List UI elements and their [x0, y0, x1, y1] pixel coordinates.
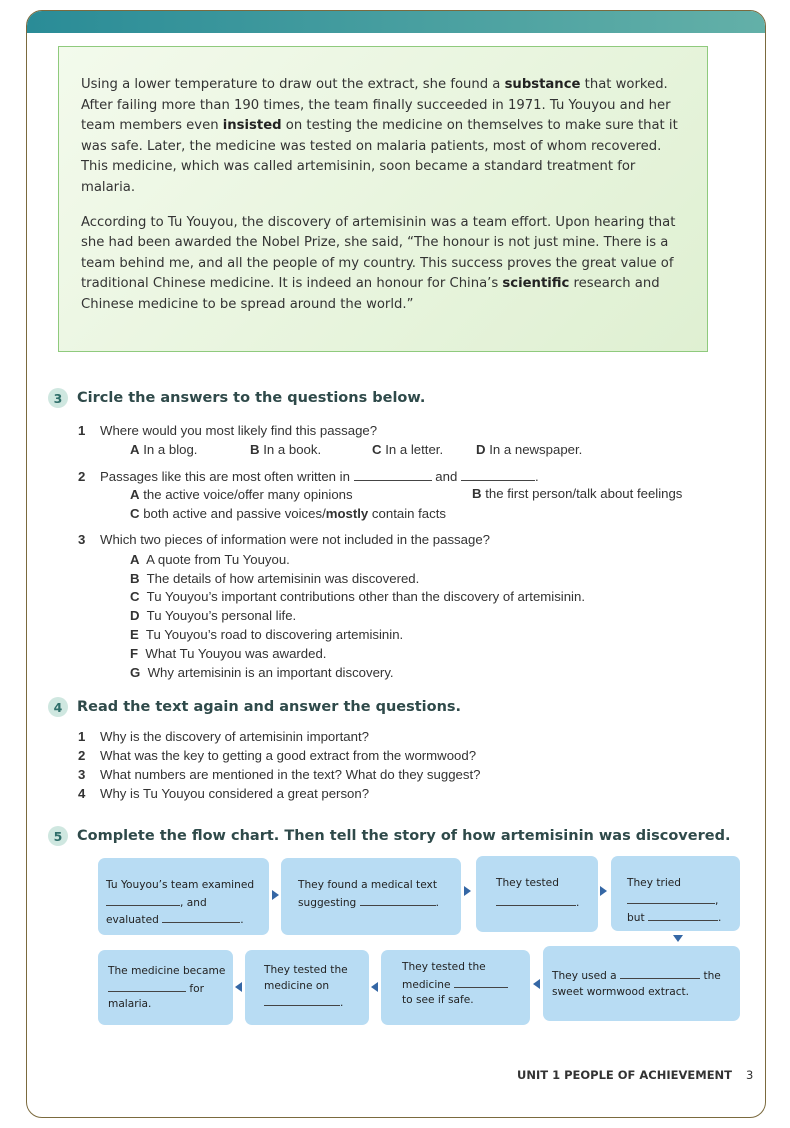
flow-box-6: They tested the medicine to see if safe. [381, 950, 530, 1025]
arrow-down-icon [673, 935, 683, 942]
answer-blank[interactable] [627, 892, 715, 904]
flow-box-7: They tested the medicine on . [245, 950, 369, 1025]
vocab-word: scientific [502, 276, 570, 292]
section-number: 4 [48, 697, 68, 717]
section-number: 3 [48, 388, 68, 408]
question-number: 1 [78, 423, 86, 438]
option-e[interactable]: E Tu Youyou’s road to discovering artemisinin. [130, 627, 404, 642]
option-d[interactable]: D Tu Youyou’s personal life. [130, 608, 297, 623]
page-number: 3 [746, 1068, 754, 1082]
arrow-left-icon [371, 982, 378, 992]
section-number: 5 [48, 826, 68, 846]
answer-blank[interactable] [648, 909, 718, 921]
passage-text: According to Tu Youyou, the discovery of artemisinin was a team effort. Upon hearing that she had been awarded the Nobel Prize, she said, “The honour is not just mine. There is a team behind me, and all the people of my country. This success proves the great value of traditional Chinese medicine. It is indeed an honour for China’s [81, 214, 676, 292]
section-4-heading [48, 697, 461, 717]
answer-blank[interactable] [360, 894, 436, 906]
answer-blank[interactable] [106, 894, 180, 906]
passage-text: Using a lower temperature to draw out the extract, she found a [81, 77, 505, 92]
flow-box-3: They tested . [476, 856, 598, 932]
flow-box-8: The medicine became for malaria. [98, 950, 233, 1025]
passage-text: research and Chinese medicine to be spread around the world.” [81, 276, 660, 312]
top-color-bar [27, 11, 765, 33]
option-c[interactable]: C Tu Youyou’s important contributions other than the discovery of artemisinin. [130, 589, 585, 604]
footer-unit-title: UNIT 1 PEOPLE OF ACHIEVEMENT [517, 1068, 733, 1082]
question-text: Which two pieces of information were not included in the passage? [100, 532, 490, 547]
arrow-left-icon [533, 979, 540, 989]
flow-box-2: They found a medical text suggesting . [281, 858, 461, 935]
option-a[interactable]: A In a blog. [130, 442, 198, 457]
answer-blank[interactable] [108, 980, 186, 992]
answer-blank[interactable] [461, 469, 535, 481]
arrow-right-icon [600, 886, 607, 896]
answer-blank[interactable] [496, 894, 576, 906]
option-b[interactable]: B The details of how artemisinin was discovered. [130, 571, 420, 586]
option-f[interactable]: F What Tu Youyou was awarded. [130, 646, 327, 661]
flow-box-5: They used a the sweet wormwood extract. [543, 946, 740, 1021]
passage-paragraph-2 [81, 213, 687, 316]
answer-blank[interactable] [354, 469, 432, 481]
answer-blank[interactable] [162, 911, 240, 923]
section-5-heading [48, 826, 730, 846]
flow-box-1: Tu Youyou’s team examined , and evaluated . [98, 858, 269, 935]
option-a[interactable]: A the active voice/offer many opinions [130, 487, 353, 502]
answer-blank[interactable] [454, 976, 508, 988]
passage-paragraph-1 [81, 75, 687, 199]
passage-text: on testing the medicine on themselves to make sure that it was safe. Later, the medicine was tested on malaria patients, most of whom recovered. This medicine, which was called artemisinin, soon became a standard treatment for malaria. [81, 118, 678, 195]
option-g[interactable]: G Why artemisinin is an important discovery. [130, 665, 394, 680]
flow-box-4: They tried , but . [611, 856, 740, 931]
answer-blank[interactable] [620, 967, 700, 979]
arrow-right-icon [464, 886, 471, 896]
option-a[interactable]: A A quote from Tu Youyou. [130, 552, 290, 567]
question-number: 2 [78, 469, 86, 484]
section-title: Complete the flow chart. Then tell the story of how artemisinin was discovered. [77, 828, 731, 844]
arrow-right-icon [272, 890, 279, 900]
vocab-word: substance [504, 77, 581, 92]
option-c[interactable]: C both active and passive voices/mostly contain facts [130, 506, 446, 521]
question-text: Where would you most likely find this passage? [100, 423, 378, 438]
section-title: Circle the answers to the questions below. [77, 390, 426, 406]
question-number: 3 [78, 532, 86, 547]
section-3-heading [48, 388, 425, 408]
option-c[interactable]: C In a letter. [372, 442, 444, 457]
answer-blank[interactable] [264, 994, 340, 1006]
option-d[interactable]: D In a newspaper. [476, 442, 583, 457]
vocab-word: insisted [222, 118, 282, 134]
option-b[interactable]: B the first person/talk about feelings [472, 486, 683, 501]
question-text: Passages like this are most often written in and . [100, 469, 539, 484]
section-title: Read the text again and answer the questions. [77, 699, 462, 715]
reading-passage [58, 46, 708, 352]
option-b[interactable]: B In a book. [250, 442, 322, 457]
arrow-left-icon [235, 982, 242, 992]
passage-text: that worked. After failing more than 190 times, the team finally succeeded in 1971. Tu Youyou and her team members even [81, 77, 671, 134]
